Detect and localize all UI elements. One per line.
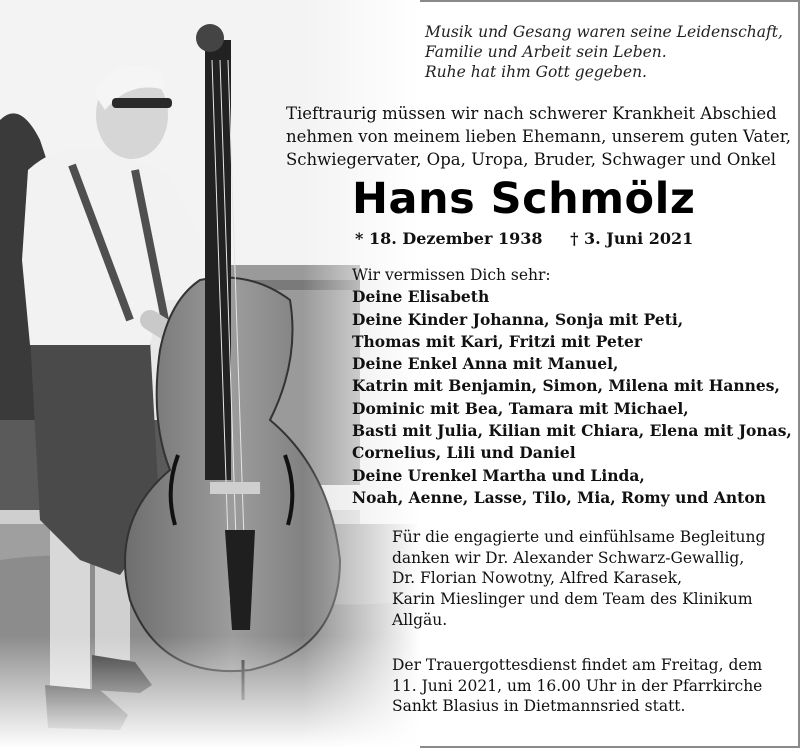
mourner-line: Katrin mit Benjamin, Simon, Milena mit Hannes, bbox=[352, 376, 780, 396]
service-line: Der Trauergottesdienst findet am Freitag, dem bbox=[392, 656, 763, 674]
motto-verse bbox=[425, 22, 795, 82]
intro-line: Schwiegervater, Opa, Uropa, Bruder, Schwager und Onkel bbox=[286, 150, 777, 169]
intro-line: Tieftraurig müssen wir nach schwerer Krankheit Abschied bbox=[286, 104, 777, 123]
intro-text bbox=[286, 102, 796, 171]
birth-date: * 18. Dezember 1938 bbox=[355, 229, 543, 248]
motto-line: Ruhe hat ihm Gott gegeben. bbox=[425, 63, 647, 81]
mourners-heading: Wir vermissen Dich sehr: bbox=[352, 266, 551, 284]
service-line: 11. Juni 2021, um 16.00 Uhr in der Pfarrkirche bbox=[392, 676, 763, 695]
thanks-line: Allgäu. bbox=[392, 610, 448, 629]
thanks-text bbox=[392, 527, 792, 631]
thanks-line: Für die engagierte und einfühlsame Begleitung bbox=[392, 528, 766, 546]
thanks-line: Dr. Florian Nowotny, Alfred Karasek, bbox=[392, 569, 683, 588]
mourner-line: Thomas mit Kari, Fritzi mit Peter bbox=[352, 331, 643, 351]
service-line: Sankt Blasius in Dietmannsried statt. bbox=[392, 697, 686, 716]
deceased-name: Hans Schmölz bbox=[352, 174, 696, 224]
motto-line: Familie und Arbeit sein Leben. bbox=[425, 43, 667, 61]
thanks-line: danken wir Dr. Alexander Schwarz-Gewallig, bbox=[392, 548, 745, 567]
death-date: † 3. Juni 2021 bbox=[570, 229, 694, 248]
mourner-line: Deine Elisabeth bbox=[352, 287, 490, 307]
service-text bbox=[392, 655, 792, 717]
mourner-line: Cornelius, Lili und Daniel bbox=[352, 443, 576, 463]
mourner-line: Deine Kinder Johanna, Sonja mit Peti, bbox=[352, 309, 684, 329]
mourner-line: Basti mit Julia, Kilian mit Chiara, Elena mit Jonas, bbox=[352, 421, 792, 441]
mourners-list bbox=[352, 264, 792, 509]
mourner-line: Dominic mit Bea, Tamara mit Michael, bbox=[352, 398, 689, 418]
mourner-line: Noah, Aenne, Lasse, Tilo, Mia, Romy und Anton bbox=[352, 487, 766, 507]
thanks-line: Karin Mieslinger und dem Team des Klinikum bbox=[392, 590, 753, 609]
motto-line: Musik und Gesang waren seine Leidenschaft, bbox=[425, 23, 783, 41]
intro-line: nehmen von meinem lieben Ehemann, unserem guten Vater, bbox=[286, 127, 792, 146]
mourner-line: Deine Enkel Anna mit Manuel, bbox=[352, 354, 619, 374]
life-dates bbox=[355, 229, 693, 248]
mourner-line: Deine Urenkel Martha und Linda, bbox=[352, 465, 645, 485]
